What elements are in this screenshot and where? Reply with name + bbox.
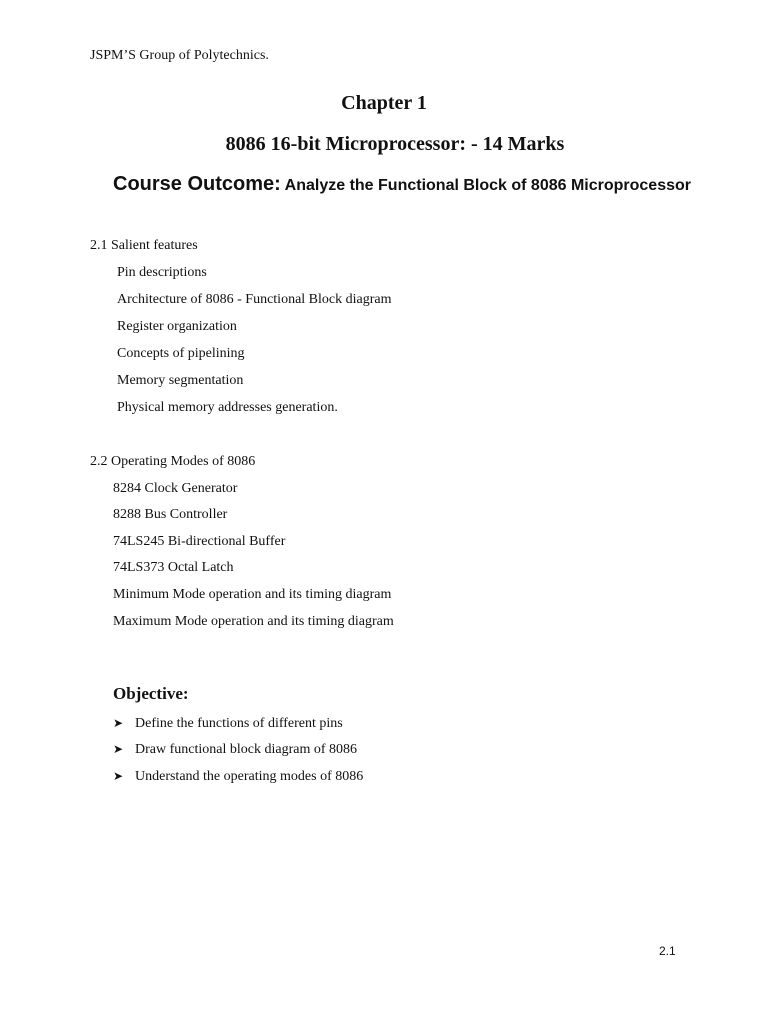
course-outcome-text: Analyze the Functional Block of 8086 Microprocessor — [280, 177, 691, 194]
page-header: JSPM’S Group of Polytechnics. — [90, 48, 269, 63]
list-item: Maximum Mode operation and its timing diagram — [113, 614, 394, 629]
objective-bullet-text: Draw functional block diagram of 8086 — [135, 742, 357, 757]
objective-bullet-text: Define the functions of different pins — [135, 716, 343, 731]
chapter-subtitle: 8086 16-bit Microprocessor: - 14 Marks — [225, 133, 565, 155]
objective-bullet — [113, 769, 363, 785]
arrowhead-bullet-icon: ➤ — [113, 769, 124, 783]
section-title-2-1: 2.1 Salient features — [90, 238, 198, 253]
page-number: 2.1 — [659, 944, 676, 958]
list-item: Minimum Mode operation and its timing diagram — [113, 587, 392, 602]
objective-bullet-text: Understand the operating modes of 8086 — [135, 769, 364, 784]
objective-title: Objective: — [113, 684, 189, 703]
objective-bullet — [113, 742, 357, 758]
course-outcome — [113, 173, 691, 196]
course-outcome-label: Course Outcome: — [113, 173, 281, 195]
section-title-2-2: 2.2 Operating Modes of 8086 — [90, 454, 256, 469]
list-item: Concepts of pipelining — [117, 346, 245, 361]
list-item: 8288 Bus Controller — [113, 507, 228, 522]
list-item: 74LS245 Bi-directional Buffer — [113, 534, 286, 549]
arrowhead-bullet-icon: ➤ — [113, 742, 124, 756]
objective-bullet — [113, 716, 343, 732]
chapter-title: Chapter 1 — [341, 92, 427, 114]
list-item: Memory segmentation — [117, 373, 244, 388]
arrowhead-bullet-icon: ➤ — [113, 716, 124, 730]
list-item: Register organization — [117, 319, 237, 334]
list-item: Pin descriptions — [117, 265, 207, 280]
list-item: 8284 Clock Generator — [113, 481, 238, 496]
list-item: Physical memory addresses generation. — [117, 400, 338, 415]
list-item: 74LS373 Octal Latch — [113, 560, 234, 575]
list-item: Architecture of 8086 - Functional Block diagram — [117, 292, 392, 307]
